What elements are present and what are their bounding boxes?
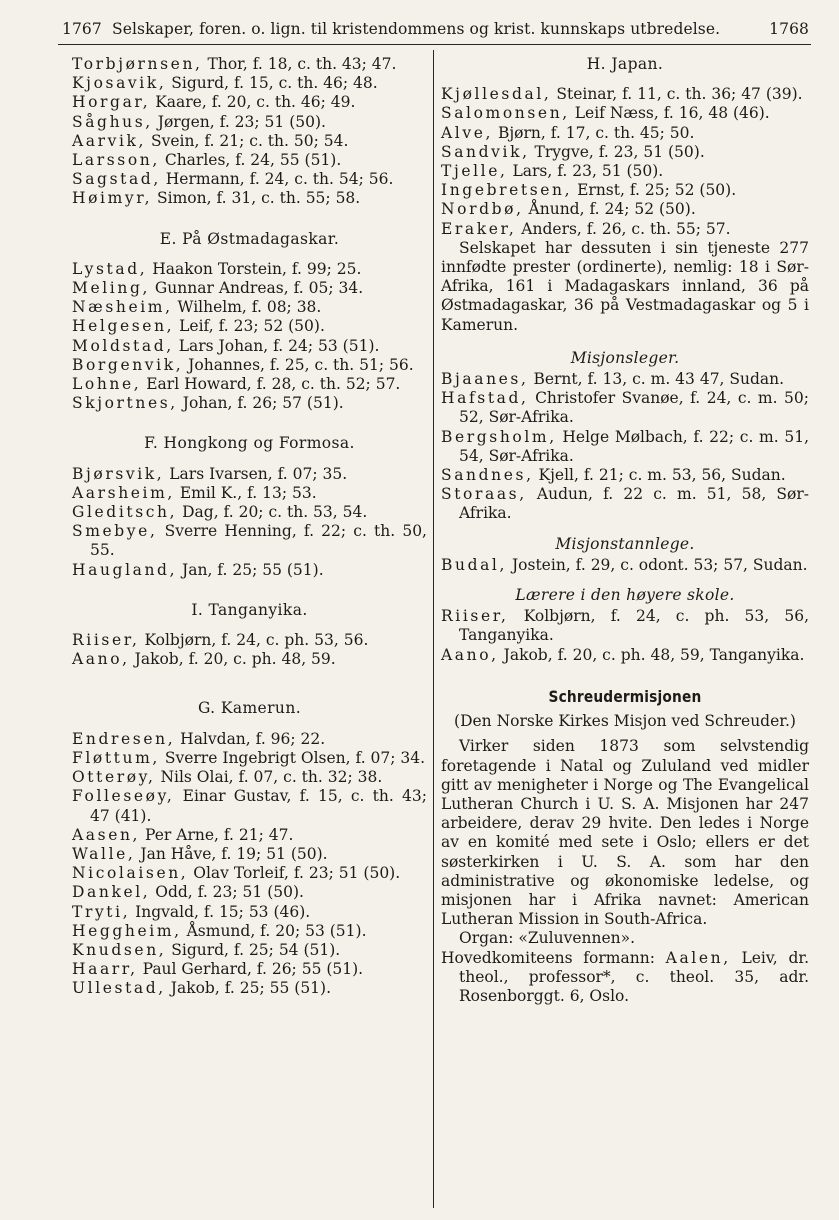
person-surname: Dankel, xyxy=(72,883,151,902)
person-surname: Knudsen, xyxy=(72,940,167,959)
person-surname: Kjosavik, xyxy=(72,74,167,93)
list-item xyxy=(72,260,427,279)
page-header xyxy=(62,16,809,44)
person-surname: Alve, xyxy=(441,123,494,142)
person-surname: Aano, xyxy=(72,650,130,669)
list-item xyxy=(72,787,427,825)
person-surname: Lohne, xyxy=(72,375,142,394)
list-item xyxy=(441,646,809,665)
person-details: Sigurd, f. 25; 54 (51). xyxy=(166,940,341,959)
person-surname: Heggheim, xyxy=(72,921,182,940)
person-surname: Otterøy, xyxy=(72,768,156,787)
right-page-number: 1768 xyxy=(769,20,809,38)
list-item xyxy=(72,298,427,317)
person-details: Halvdan, f. 96; 22. xyxy=(175,729,326,748)
person-surname: Salomonsen, xyxy=(441,104,570,123)
person-surname: Hafstad, xyxy=(441,389,529,408)
list-item xyxy=(441,200,809,219)
list-item xyxy=(441,104,809,123)
chair-entry xyxy=(441,949,809,1007)
person-surname: Skjortnes, xyxy=(72,394,178,413)
person-details: Per Arne, f. 21; 47. xyxy=(140,825,294,844)
person-surname: Haugland, xyxy=(72,560,178,579)
section-title: F. Hongkong og Formosa. xyxy=(144,434,355,453)
subsection-title: Misjonstannlege. xyxy=(555,534,695,553)
list-item xyxy=(72,561,427,580)
entry-list xyxy=(441,85,809,239)
list-item xyxy=(72,979,427,998)
person-details: Einar Gustav, f. 15, c. th. 43; 47 (41). xyxy=(90,787,427,825)
subsection-title: Misjonsleger. xyxy=(570,348,680,367)
list-item xyxy=(72,465,427,484)
person-surname: Endresen, xyxy=(72,729,176,748)
person-details: Bernt, f. 13, c. m. 43 47, Sudan. xyxy=(528,370,785,389)
person-surname: Sandvik, xyxy=(441,142,530,161)
list-item xyxy=(441,124,809,143)
chair-label: Hovedkomiteens formann: xyxy=(441,948,655,967)
person-surname: Walle, xyxy=(72,844,136,863)
list-item xyxy=(72,730,427,749)
person-details: Jan Håve, f. 19; 51 (50). xyxy=(135,844,328,863)
person-details: Johan, f. 26; 57 (51). xyxy=(177,394,344,413)
person-surname: Borgenvik, xyxy=(72,355,184,374)
entry-list xyxy=(72,730,427,999)
organization-description: Virker siden 1873 som selvstendig foretagende i Natal og Zululand ved midler gitt av menigheter i Norge og The Evangelical Lutheran Church i U. S. A. Misjonen har 247 arbeidere, derav 29 hvite. Den ledes i Norge av en komité med sete i Oslo; ellers er det søsterkirken i U. S. A. som har den administrative og økonomiske ledelse, og misjonen har i Afrika navnet: American Lutheran Mission in South-Africa. xyxy=(441,737,809,929)
person-surname: Kjøllesdal, xyxy=(441,85,552,104)
person-surname: Aasen, xyxy=(72,825,141,844)
list-item xyxy=(441,428,809,466)
list-item xyxy=(441,181,809,200)
person-surname: Aarsheim, xyxy=(72,483,175,502)
entry-list xyxy=(72,465,427,580)
person-surname: Ingebretsen, xyxy=(441,181,573,200)
person-surname: Larsson, xyxy=(72,151,160,170)
person-details: Åsmund, f. 20; 53 (51). xyxy=(181,921,367,940)
section-title: E. På Østmadagaskar. xyxy=(159,229,340,248)
column-rule xyxy=(433,50,434,1208)
list-item xyxy=(72,960,427,979)
person-details: Johannes, f. 25, c. th. 51; 56. xyxy=(183,355,414,374)
list-item xyxy=(441,485,809,523)
list-item xyxy=(72,631,427,650)
person-surname: Sandnes, xyxy=(441,466,534,485)
section-title: G. Kamerun. xyxy=(197,699,302,718)
list-item xyxy=(72,279,427,298)
person-details: Svein, f. 21; c. th. 50; 54. xyxy=(146,131,349,150)
person-details: Paul Gerhard, f. 26; 55 (51). xyxy=(137,960,364,979)
person-details: Jakob, f. 20, c. ph. 48, 59. xyxy=(129,650,336,669)
list-item xyxy=(72,55,427,74)
left-column xyxy=(72,55,427,999)
person-surname: Eraker, xyxy=(441,219,517,238)
person-details: Steinar, f. 11, c. th. 36; 47 (39). xyxy=(551,85,803,104)
entry-list xyxy=(72,631,427,669)
person-details: Sigurd, f. 15, c. th. 46; 48. xyxy=(166,74,378,93)
person-details: Jan, f. 25; 55 (51). xyxy=(177,560,324,579)
list-item xyxy=(441,220,809,239)
note-paragraph: Selskapet har dessuten i sin tjeneste 277 innfødte prester (ordinerte), nemlig: 18 i Sør-Afrika, 161 i Madagaskars innland, 36 på Østmadagaskar, 36 på Vestmadagaskar og 5 i Kamerun. xyxy=(441,238,809,334)
person-surname: Lystad, xyxy=(72,259,148,278)
person-details: Thor, f. 18, c. th. 43; 47. xyxy=(202,55,397,73)
person-details: Kolbjørn, f. 24, c. ph. 53, 56, Tanganyika. xyxy=(459,607,809,645)
list-item xyxy=(72,522,427,560)
person-details: Odd, f. 23; 51 (50). xyxy=(150,883,304,902)
person-details: Jørgen, f. 23; 51 (50). xyxy=(152,112,326,131)
person-surname: Gleditsch, xyxy=(72,503,178,522)
list-item xyxy=(441,389,809,427)
list-item xyxy=(72,93,427,112)
person-details: Earl Howard, f. 28, c. th. 52; 57. xyxy=(141,375,401,394)
person-details: Wilhelm, f. 08; 38. xyxy=(172,298,322,317)
person-surname: Riiser, xyxy=(72,631,140,650)
list-item xyxy=(72,375,427,394)
subsection-title: Lærere i den høyere skole. xyxy=(515,586,735,605)
list-item xyxy=(72,484,427,503)
organ-line: Organ: «Zuluvennen». xyxy=(459,929,636,948)
list-item xyxy=(441,143,809,162)
person-surname: Nicolaisen, xyxy=(72,864,189,883)
person-details: Kaare, f. 20, c. th. 46; 49. xyxy=(150,93,356,112)
person-surname: Næsheim, xyxy=(72,298,173,317)
person-details: Jakob, f. 25; 55 (51). xyxy=(165,979,332,998)
person-surname: Tryti, xyxy=(72,902,131,921)
person-surname: Bergsholm, xyxy=(441,427,557,446)
person-details: Lars Johan, f. 24; 53 (51). xyxy=(173,336,380,355)
person-details: Ernst, f. 25; 52 (50). xyxy=(572,181,737,200)
person-details: Olav Torleif, f. 23; 51 (50). xyxy=(188,864,401,883)
list-item xyxy=(72,768,427,787)
person-details: Audun, f. 22 c. m. 51, 58, Sør-Afrika. xyxy=(459,485,809,523)
list-item xyxy=(72,650,427,669)
person-details: Sverre Henning, f. 22; c. th. 50, 55. xyxy=(90,522,427,560)
person-details: Leif Næss, f. 16, 48 (46). xyxy=(569,104,770,123)
person-details: Simon, f. 31, c. th. 55; 58. xyxy=(152,189,361,208)
section-title: H. Japan. xyxy=(586,55,664,73)
person-surname: Helgesen, xyxy=(72,317,175,336)
person-surname: Moldstad, xyxy=(72,336,174,355)
person-details: Ånund, f. 24; 52 (50). xyxy=(523,200,696,219)
list-item xyxy=(72,845,427,864)
list-item xyxy=(72,356,427,375)
person-details: Charles, f. 24, 55 (51). xyxy=(159,151,342,170)
list-item xyxy=(72,170,427,189)
list-item xyxy=(72,317,427,336)
list-item xyxy=(72,189,427,208)
person-details: Dag, f. 20; c. th. 53, 54. xyxy=(177,503,368,522)
list-item xyxy=(72,394,427,413)
list-item xyxy=(72,113,427,132)
section-title: I. Tanganyika. xyxy=(191,600,308,619)
person-details: Emil K., f. 13; 53. xyxy=(174,483,317,502)
person-surname: Såghus, xyxy=(72,112,153,131)
person-surname: Riiser, xyxy=(441,607,509,626)
chair-name: Aalen, xyxy=(665,948,731,967)
list-item xyxy=(441,370,809,389)
person-details: Bjørn, f. 17, c. th. 45; 50. xyxy=(493,123,695,142)
list-item xyxy=(72,503,427,522)
person-surname: Nordbø, xyxy=(441,200,524,219)
header-rule xyxy=(58,44,811,45)
person-details: Lars, f. 23, 51 (50). xyxy=(507,162,664,181)
person-details: Jostein, f. 29, c. odont. 53; 57, Sudan. xyxy=(507,555,808,574)
person-details: Nils Olai, f. 07, c. th. 32; 38. xyxy=(155,768,383,787)
list-item xyxy=(441,85,809,104)
person-surname: Torbjørnsen, xyxy=(72,55,203,73)
person-details: Sverre Ingebrigt Olsen, f. 07; 34. xyxy=(159,748,426,767)
person-details: Helge Mølbach, f. 22; c. m. 51, 54, Sør-Afrika. xyxy=(459,427,809,465)
person-surname: Storaas, xyxy=(441,485,527,504)
person-surname: Budal, xyxy=(441,555,508,574)
person-surname: Haarr, xyxy=(72,960,138,979)
person-details: Lars Ivarsen, f. 07; 35. xyxy=(164,464,348,483)
person-details: Gunnar Andreas, f. 05; 34. xyxy=(150,279,364,298)
person-surname: Fløttum, xyxy=(72,748,160,767)
person-surname: Tjelle, xyxy=(441,162,508,181)
organization-subtitle: (Den Norske Kirkes Misjon ved Schreuder.) xyxy=(454,712,796,731)
person-surname: Horgar, xyxy=(72,93,151,112)
list-item xyxy=(441,556,809,575)
person-details: Hermann, f. 24, c. th. 54; 56. xyxy=(160,170,394,189)
list-item xyxy=(72,749,427,768)
running-title: Selskaper, foren. o. lign. til kristendommens og krist. kunnskaps utbredelse. xyxy=(112,20,721,38)
person-details: Kolbjørn, f. 24, c. ph. 53, 56. xyxy=(139,631,369,650)
list-item xyxy=(72,883,427,902)
left-page-number: 1767 xyxy=(62,20,102,38)
person-details: Leif, f. 23; 52 (50). xyxy=(174,317,325,336)
person-details: Ingvald, f. 15; 53 (46). xyxy=(130,902,311,921)
person-surname: Meling, xyxy=(72,279,150,298)
organization-title: Schreudermisjonen xyxy=(548,686,702,706)
person-surname: Ullestad, xyxy=(72,979,166,998)
list-item xyxy=(441,466,809,485)
list-item xyxy=(72,132,427,151)
right-column xyxy=(441,55,809,1006)
chair-details: Leiv, dr. theol., professor*, c. theol. 35, adr. Rosenborggt. 6, Oslo. xyxy=(459,948,809,1005)
person-surname: Bjørsvik, xyxy=(72,464,165,483)
person-surname: Sagstad, xyxy=(72,170,161,189)
list-item xyxy=(72,826,427,845)
list-item xyxy=(441,607,809,645)
person-surname: Folleseøy, xyxy=(72,787,175,806)
person-details: Anders, f. 26, c. th. 55; 57. xyxy=(516,219,731,238)
person-details: Kjell, f. 21; c. m. 53, 56, Sudan. xyxy=(533,466,786,485)
entry-list xyxy=(441,556,809,575)
list-item xyxy=(72,151,427,170)
list-item xyxy=(72,922,427,941)
entry-list xyxy=(441,370,809,524)
person-details: Jakob, f. 20, c. ph. 48, 59, Tanganyika. xyxy=(498,645,805,664)
list-item xyxy=(72,337,427,356)
list-item xyxy=(72,864,427,883)
person-surname: Smebye, xyxy=(72,522,158,541)
entry-list xyxy=(72,260,427,414)
person-surname: Høimyr, xyxy=(72,189,153,208)
list-item xyxy=(72,903,427,922)
entry-list xyxy=(441,607,809,665)
person-details: Trygve, f. 23, 51 (50). xyxy=(529,142,705,161)
person-surname: Aarvik, xyxy=(72,131,147,150)
list-item xyxy=(72,941,427,960)
person-surname: Bjaanes, xyxy=(441,370,529,389)
person-details: Christofer Svanøe, f. 24, c. m. 50; 52, Sør-Afrika. xyxy=(459,389,809,427)
person-surname: Aano, xyxy=(441,645,499,664)
entry-list xyxy=(72,55,427,209)
list-item xyxy=(72,74,427,93)
person-details: Haakon Torstein, f. 99; 25. xyxy=(147,259,362,278)
list-item xyxy=(441,162,809,181)
